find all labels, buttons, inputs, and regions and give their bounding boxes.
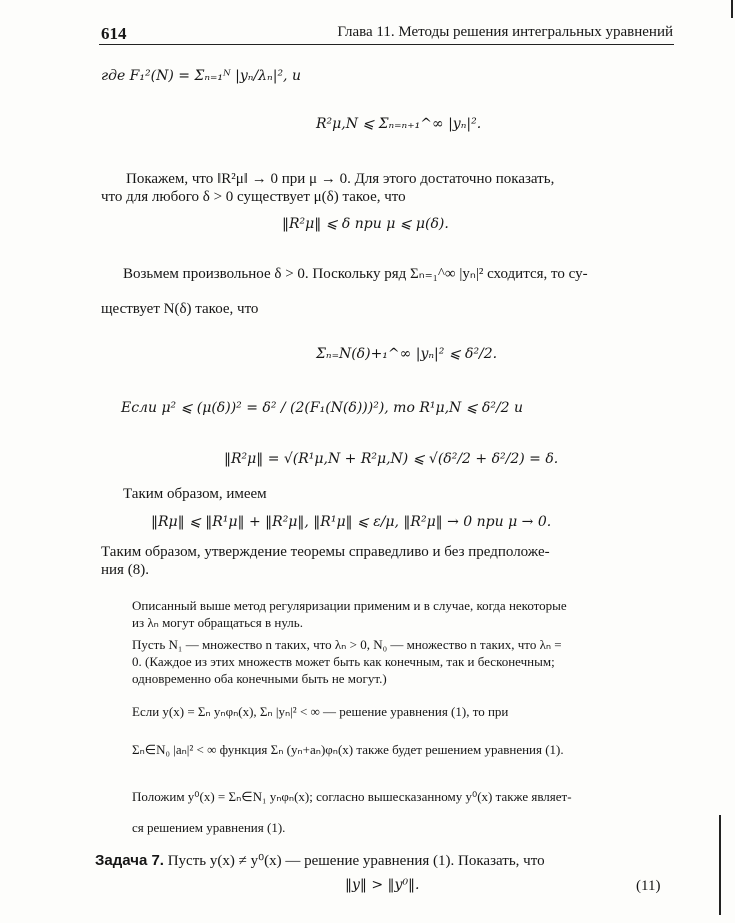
remark-line7: Σₙ∈N₀ |aₙ|² < ∞ функция Σₙ (yₙ+aₙ)φₙ(x) также будет решением уравнения (1). xyxy=(132,742,564,757)
equation-tail-sum: Σₙ₌N(δ)+₁^∞ |yₙ|² ⩽ δ²/2. xyxy=(316,346,498,362)
line-where-F: где F₁²(N) = Σₙ₌₁ᴺ |yₙ/λₙ|², и xyxy=(101,68,301,84)
paragraph-conclusion-line1: Таким образом, утверждение теоремы справедливо и без предположе- xyxy=(101,544,550,560)
scan-edge-bottom xyxy=(719,815,721,915)
remark-line2: из λₙ могут обращаться в нуль. xyxy=(132,615,303,630)
paragraph-show-line2: что для любого δ > 0 существует μ(δ) такое, что xyxy=(101,189,406,205)
equation-R-bound: R²μ,N ⩽ Σₙ₌ₙ₊₁^∞ |yₙ|². xyxy=(316,116,482,132)
paragraph-thus: Таким образом, имеем xyxy=(123,486,267,502)
remark-line3: Пусть N₁ — множество n таких, что λₙ > 0, N₀ — множество n таких, что λₙ = xyxy=(132,637,562,652)
remark-line4: 0. (Каждое из этих множеств может быть как конечным, так и бесконечным; xyxy=(132,654,555,669)
task-block xyxy=(95,852,545,870)
page-number: 614 xyxy=(101,24,127,43)
equation-number: (11) xyxy=(636,878,661,894)
equation-summary: ‖Rμ‖ ⩽ ‖R¹μ‖ + ‖R²μ‖, ‖R¹μ‖ ⩽ ε/μ, ‖R²μ‖ → 0 при μ → 0. xyxy=(151,514,552,530)
task-label: Задача 7. xyxy=(95,852,164,869)
paragraph-conclusion-line2: ния (8). xyxy=(101,562,149,578)
equation-if-mu: Если μ² ⩽ (μ(δ))² = δ² / (2(F₁(N(δ)))²), то R¹μ,N ⩽ δ²/2 и xyxy=(121,400,524,416)
equation-delta-condition: ‖R²μ‖ ⩽ δ при μ ⩽ μ(δ). xyxy=(282,216,449,232)
paragraph-take-line1: Возьмем произвольное δ > 0. Поскольку ряд Σₙ₌₁^∞ |yₙ|² сходится, то су- xyxy=(123,266,588,282)
task-formula: ‖y‖ > ‖y⁰‖. xyxy=(345,877,420,893)
remark-line9: ся решением уравнения (1). xyxy=(132,820,286,835)
remark-line6: Если y(x) = Σₙ yₙφₙ(x), Σₙ |yₙ|² < ∞ — решение уравнения (1), то при xyxy=(132,704,509,719)
header-rule xyxy=(99,44,674,45)
chapter-title: Глава 11. Методы решения интегральных уравнений xyxy=(337,24,673,40)
remark-line8: Положим y⁰(x) = Σₙ∈N₁ yₙφₙ(x); согласно вышесказанному y⁰(x) также являет- xyxy=(132,789,572,804)
paragraph-take-line2: ществует N(δ) такое, что xyxy=(101,301,259,317)
equation-norm-bound: ‖R²μ‖ = √(R¹μ,N + R²μ,N) ⩽ √(δ²/2 + δ²/2) = δ. xyxy=(224,451,559,467)
paragraph-show-line1: Покажем, что ‖R²μ‖ → 0 при μ → 0. Для этого достаточно показать, xyxy=(126,171,555,187)
task-text: Пусть y(x) ≠ y⁰(x) — решение уравнения (1). Показать, что xyxy=(167,853,545,869)
scan-edge-top xyxy=(731,0,733,18)
remark-line1: Описанный выше метод регуляризации применим и в случае, когда некоторые xyxy=(132,598,567,613)
remark-line5: одновременно оба конечными быть не могут.) xyxy=(132,671,387,686)
